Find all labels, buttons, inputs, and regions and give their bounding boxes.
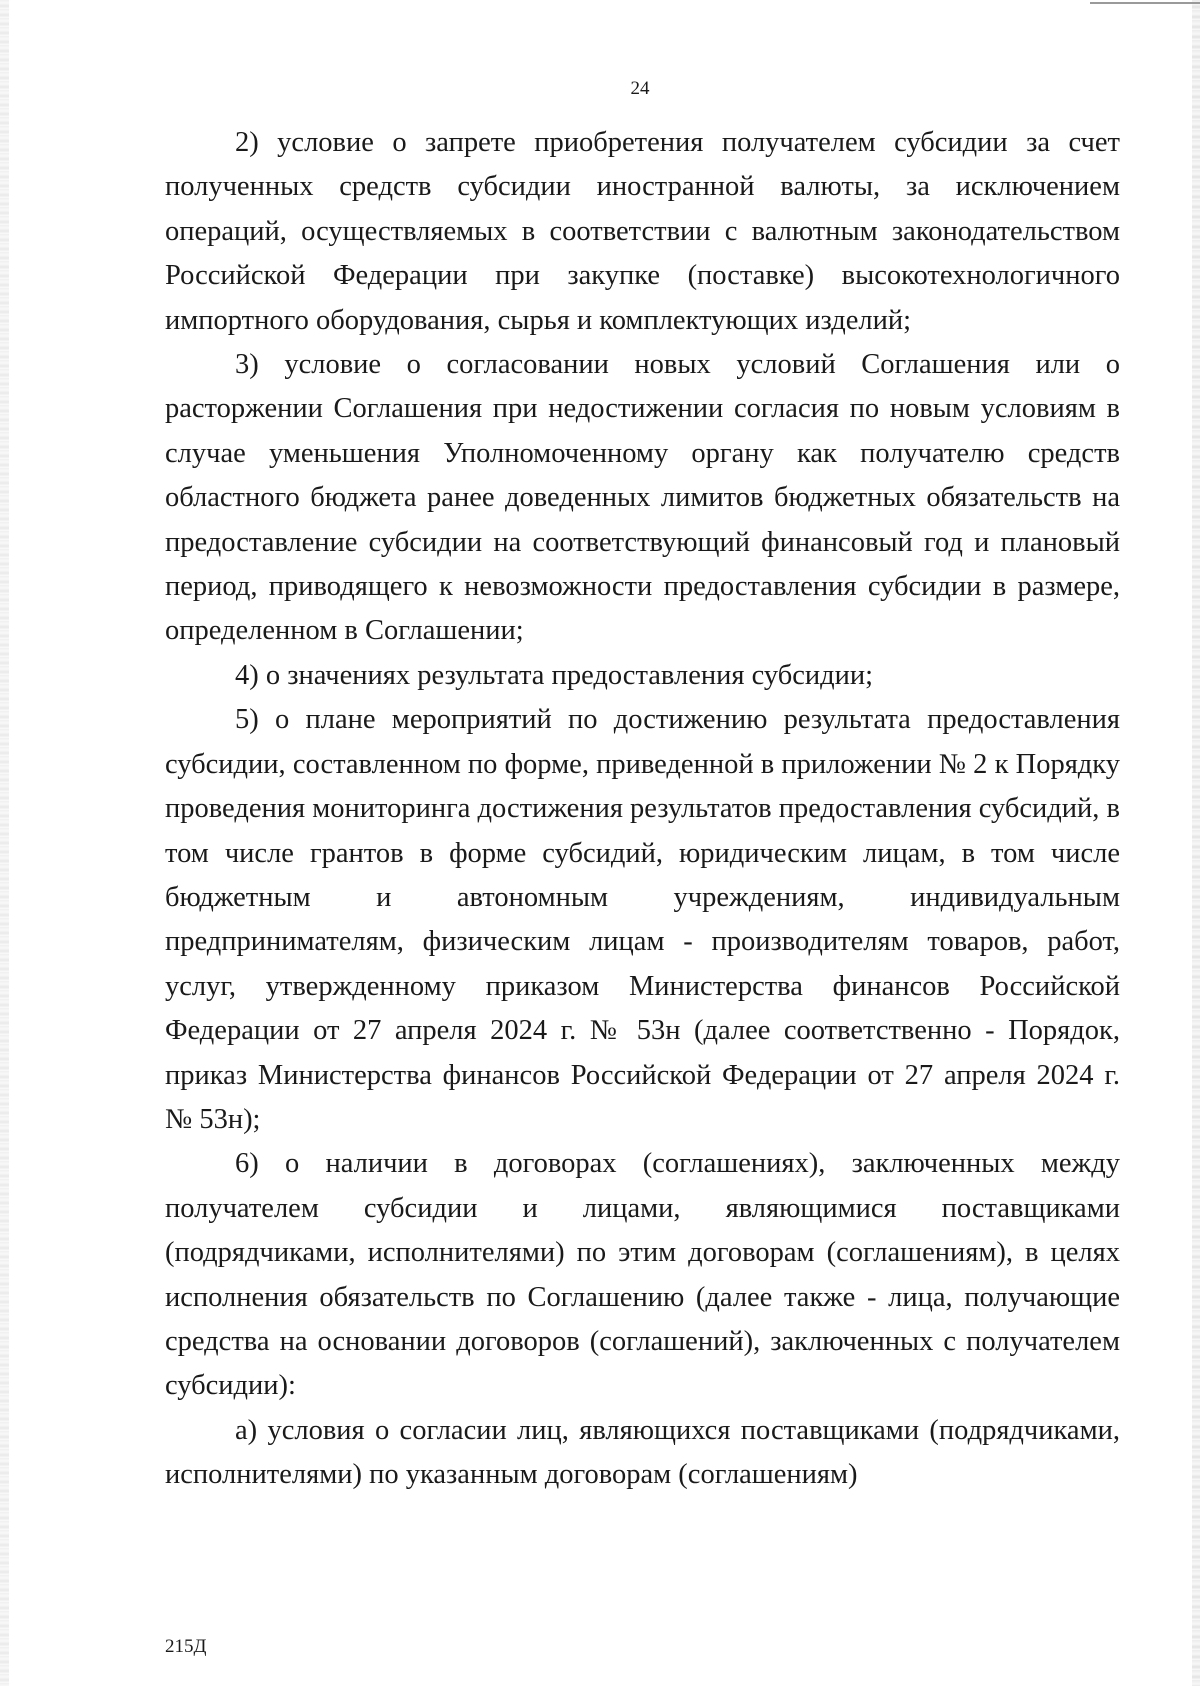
paragraph-item-3: 3) условие о согласовании новых условий Соглашения или о расторжении Соглашения при недостижении согласия по новым условиям в случае уменьшения Уполномоченному органу как получателю средств областного бюджета ранее доведенных лимитов бюджетных обязательств на предоставление субсидии на соответствующий финансовый год и плановый период, приводящего к невозможности предоставления субсидии в размере, определенном в Соглашении;: [165, 349, 1120, 647]
paragraph-item-5: 5) о плане мероприятий по достижению результата предоставления субсидии, составленном по форме, приведенной в приложении № 2 к Порядку проведения мониторинга достижения результатов предоставления субсидий, в том числе грантов в форме субсидий, юридическим лицам, в том числе бюджетным и автономным учреждениям, индивидуальным предпринимателям, физическим лицам - производителям товаров, работ, услуг, утвержденному приказом Министерства финансов Российской Федерации от 27 апреля 2024 г. № 53н (далее соответственно - Порядок, приказ Министерства финансов Российской Федерации от 27 апреля 2024 г. № 53н);: [165, 704, 1121, 1135]
document-body: [165, 121, 1120, 1498]
scan-edge-right: [1192, 0, 1200, 1686]
paragraph-item-2: 2) условие о запрете приобретения получателем субсидии за счет полученных средств субсидии иностранной валюты, за исключением операций, осуществляемых в соответствии с валютным законодательством Российской Федерации при закупке (поставке) высокотехнологичного импортного оборудования, сырья и комплектующих изделий;: [165, 127, 1120, 336]
paragraph-item-4: 4) о значениях результата предоставления субсидии;: [235, 659, 874, 691]
paragraph-subitem-a: а) условия о согласии лиц, являющихся поставщиками (подрядчиками, исполнителями) по указанным договорам (соглашениям): [165, 1414, 1120, 1491]
paragraph-item-6: 6) о наличии в договорах (соглашениях), заключенных между получателем субсидии и лицами, являющимися поставщиками (подрядчиками, исполнителями) по этим договорам (соглашениям), в целях исполнения обязательств по Соглашению (далее также - лица, получающие средства на основании договоров (соглашений), заключенных с получателем субсидии):: [165, 1148, 1120, 1402]
document-code: 215Д: [165, 1636, 207, 1657]
page-number: 24: [630, 78, 650, 99]
scan-edge-left: [0, 0, 9, 1686]
scan-top-line: [1090, 2, 1200, 4]
